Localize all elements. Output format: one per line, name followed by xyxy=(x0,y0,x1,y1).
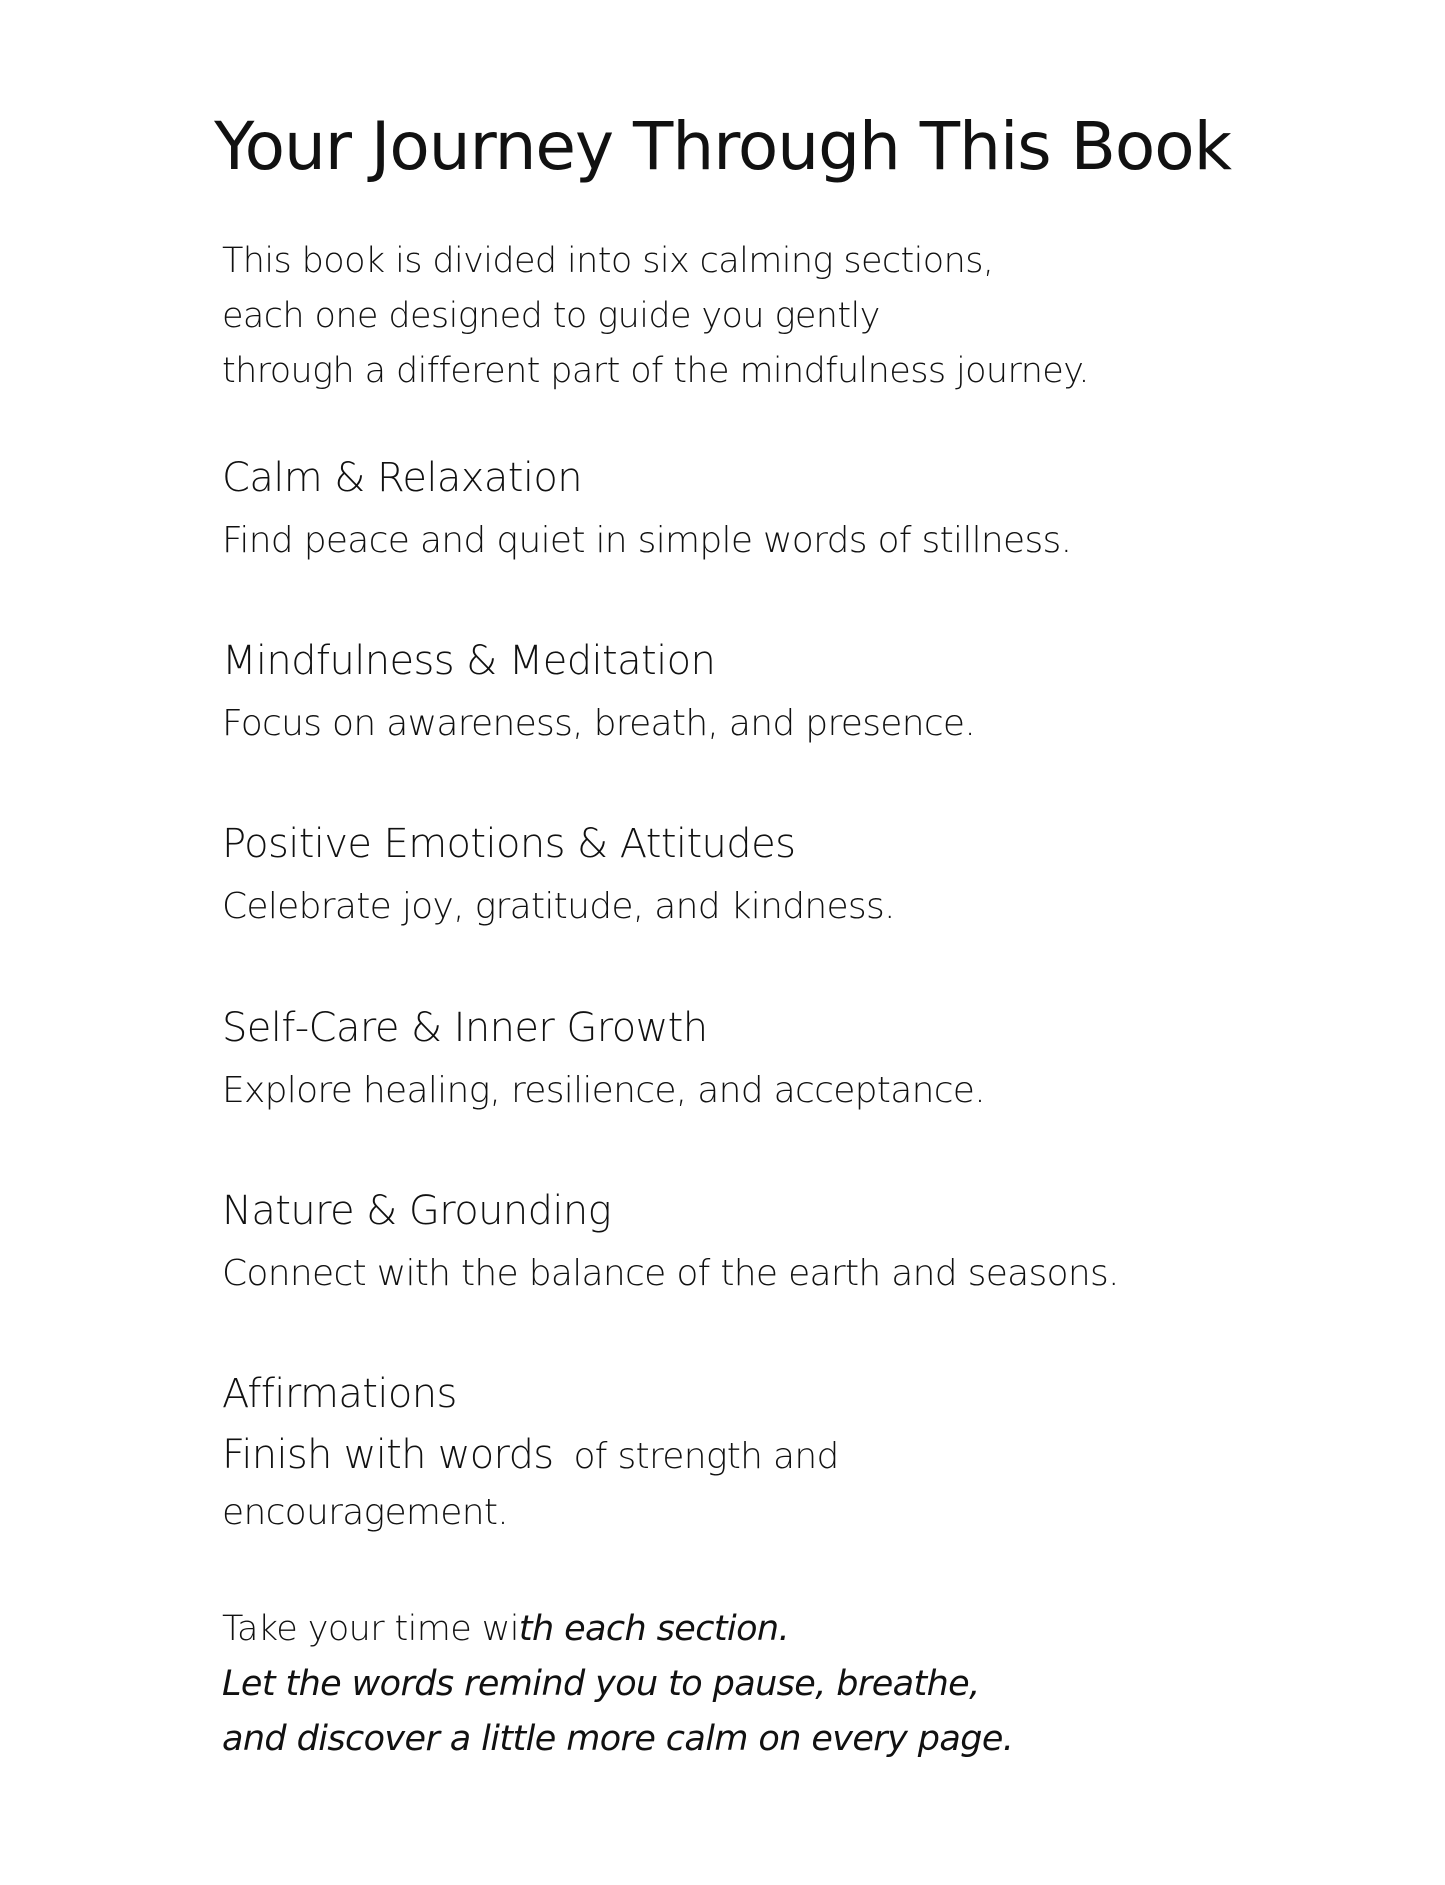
section-description: Focus on awareness, breath, and presence. xyxy=(222,703,976,744)
section-description: Celebrate joy, gratitude, and kindness. xyxy=(222,886,895,927)
closing-paragraph xyxy=(222,1602,1013,1767)
section-description: Connect with the balance of the earth and seasons. xyxy=(222,1253,1119,1294)
section-description-continued: encouragement. xyxy=(222,1492,509,1533)
section-heading: Nature & Grounding xyxy=(222,1188,612,1234)
closing-italic-text: th each section. xyxy=(518,1609,790,1649)
section-heading: Calm & Relaxation xyxy=(222,455,582,501)
section-heading: Positive Emotions & Attitudes xyxy=(222,821,796,867)
intro-line: through a different part of the mindfulness journey. xyxy=(222,351,1089,391)
description-part-large: Finish with words xyxy=(222,1432,554,1478)
closing-line: Let the words remind you to pause, breathe, xyxy=(222,1664,980,1704)
page-title: Your Journey Through This Book xyxy=(214,108,1231,185)
intro-line: each one designed to guide you gently xyxy=(222,296,880,336)
closing-line xyxy=(222,1602,1013,1657)
description-part-small: of strength and xyxy=(573,1436,839,1477)
section-heading: Self-Care & Inner Growth xyxy=(222,1005,708,1051)
section-description: Explore healing, resilience, and acceptance. xyxy=(222,1070,985,1111)
section-description: Find peace and quiet in simple words of stillness. xyxy=(222,520,1072,561)
section-heading: Affirmations xyxy=(222,1371,457,1417)
section-heading: Mindfulness & Meditation xyxy=(222,638,716,684)
closing-line: and discover a little more calm on every page. xyxy=(222,1719,1014,1759)
intro-line: This book is divided into six calming sections, xyxy=(222,241,994,281)
intro-paragraph xyxy=(222,234,1089,399)
section-description xyxy=(222,1432,839,1478)
closing-upright-text: Take your time wi xyxy=(222,1609,519,1649)
